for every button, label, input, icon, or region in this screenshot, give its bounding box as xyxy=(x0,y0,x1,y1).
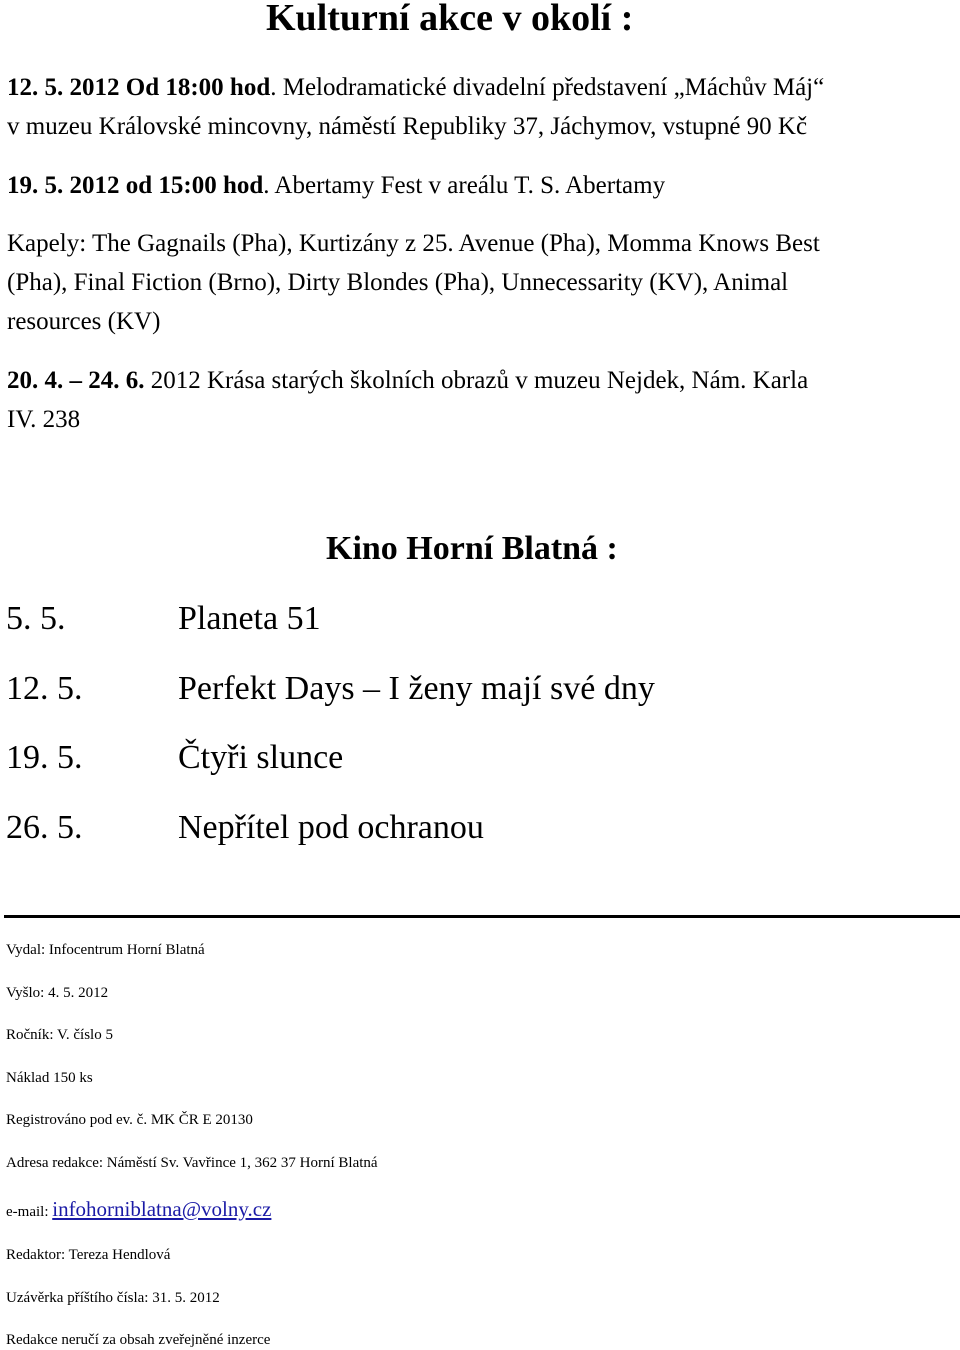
page-title: Kulturní akce v okolí : xyxy=(266,0,634,39)
film-date: 19. 5. xyxy=(6,739,83,776)
event-1-description: . Melodramatické divadelní představení „Máchův Máj“ xyxy=(270,74,825,101)
imprint-email-row xyxy=(6,1197,271,1222)
event-1-line-1 xyxy=(7,68,824,107)
event-2-description: . Abertamy Fest v areálu T. S. Abertamy xyxy=(263,172,666,199)
event-2-line-1 xyxy=(7,166,665,205)
film-date: 5. 5. xyxy=(6,600,66,637)
imprint-print-run: Náklad 150 ks xyxy=(6,1070,93,1086)
event-2-bands-line-3: resources (KV) xyxy=(7,308,161,335)
event-3-line-1 xyxy=(7,361,808,400)
event-1-line-2: v muzeu Královské mincovny, náměstí Republiky 37, Jáchymov, vstupné 90 Kč xyxy=(7,113,808,140)
bands-list-1: The Gagnails (Pha), Kurtizány z 25. Avenue (Pha), Momma Knows Best xyxy=(91,230,820,257)
film-name: Čtyři slunce xyxy=(178,739,344,776)
event-2-bands-line-2: (Pha), Final Fiction (Brno), Dirty Blondes (Pha), Unnecessarity (KV), Animal xyxy=(7,269,789,296)
divider xyxy=(4,915,960,918)
event-2-date: 19. 5. 2012 od 15:00 hod xyxy=(7,172,264,199)
event-3-date: 20. 4. – 24. 6. xyxy=(7,367,145,394)
film-name: Planeta 51 xyxy=(178,600,321,637)
imprint-editor: Redaktor: Tereza Hendlová xyxy=(6,1247,171,1263)
event-1-date: 12. 5. 2012 Od 18:00 hod xyxy=(7,74,271,101)
event-3-description: 2012 Krása starých školních obrazů v muzeu Nejdek, Nám. Karla xyxy=(144,367,809,394)
email-label: e-mail: xyxy=(6,1204,53,1220)
film-date: 12. 5. xyxy=(6,670,83,707)
kino-title: Kino Horní Blatná : xyxy=(326,530,618,567)
film-name: Nepřítel pod ochranou xyxy=(178,809,484,846)
film-date: 26. 5. xyxy=(6,809,83,846)
event-2-bands-line-1 xyxy=(7,224,820,263)
imprint-deadline: Uzávěrka příštího čísla: 31. 5. 2012 xyxy=(6,1290,220,1306)
imprint-publisher: Vydal: Infocentrum Horní Blatná xyxy=(6,942,205,958)
imprint-disclaimer: Redakce neručí za obsah zveřejněné inzerce xyxy=(6,1332,271,1348)
imprint-address: Adresa redakce: Náměstí Sv. Vavřince 1, 362 37 Horní Blatná xyxy=(6,1155,378,1171)
imprint-registration: Registrováno pod ev. č. MK ČR E 20130 xyxy=(6,1112,253,1128)
film-name: Perfekt Days – I ženy mají své dny xyxy=(178,670,655,707)
email-link[interactable]: infohorniblatna@volny.cz xyxy=(52,1197,272,1221)
imprint-volume: Ročník: V. číslo 5 xyxy=(6,1027,113,1043)
event-3-line-2: IV. 238 xyxy=(7,406,81,433)
bands-label: Kapely: xyxy=(7,230,87,257)
imprint-issued: Vyšlo: 4. 5. 2012 xyxy=(6,985,109,1001)
